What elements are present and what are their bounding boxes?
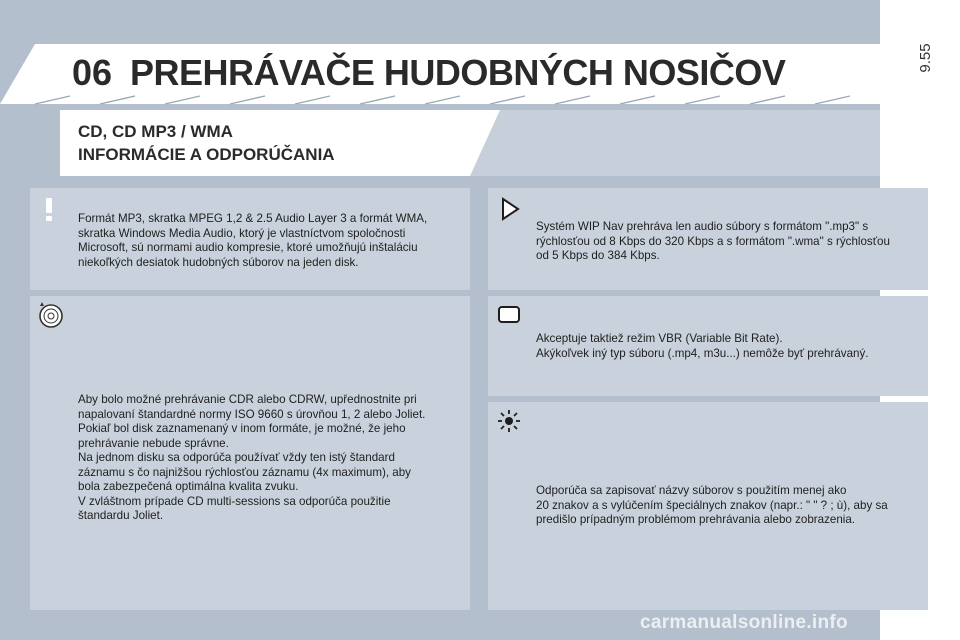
chapter-title: PREHRÁVAČE HUDOBNÝCH NOSIČOV [130, 52, 786, 93]
format-info-text: Formát MP3, skratka MPEG 1,2 & 2.5 Audio Layer 3 a formát WMA, skratka Windows Media Audio, ktorý je vlastníctvom spoločnosti Microsoft, sú normami audio kompresie, ktoré umožňujú inštaláciu niekoľkých desiatok hudobných súborov na jeden disk. [78, 212, 428, 269]
section-title-line1: CD, CD MP3 / WMA [78, 122, 233, 141]
chapter-number: 06 [72, 52, 113, 93]
header-streaks-decoration [30, 92, 880, 106]
play-icon [494, 194, 524, 224]
section-header-bar [60, 110, 500, 176]
section-title-line2: INFORMÁCIE A ODPORÚČANIA [78, 145, 335, 164]
disc-icon [36, 300, 66, 330]
disc-recording-text: Aby bolo možné prehrávanie CDR alebo CDRW, upřednostnite pri napalovaní štandardné normy ISO 9660 s úrovňou 1, 2 alebo Joliet. Pokiaľ bol disk zaznamenaný v inom formáte, je možné, že jeho prehrávanie nebude správne. Na jednom disku sa odporúča používať vždy ten istý štandard záznamu s čo najnižšou rýchlosťou záznamu (4x maximum), aby bola zabezpečená optimálna kvalita zvuku. V zvláštnom prípade CD multi-sessions sa odporúča použitie štandardu Joliet. [78, 393, 426, 522]
supported-formats-text: Systém WIP Nav prehráva len audio súbory s formátom ".mp3" s rýchlosťou od 8 Kbps do 320 Kbps a s formátom ".wma" s rýchlosťou od 5 Kbps do 384 Kbps. [536, 220, 890, 262]
page-number: 9.55 [917, 43, 934, 73]
vbr-info-text: Akceptuje taktiež režim VBR (Variable Bit Rate). Akýkoľvek iný typ súboru (.mp4, m3u...) nemôže byť prehrávaný. [536, 332, 869, 360]
rounded-square-icon [494, 300, 524, 330]
filename-tip-text: Odporúča sa zapisovať názvy súborov s použitím menej ako 20 znakov a s vylúčením špeciálnych znakov (napr.: " " ? ; ù), aby sa predišlo prípadným problémom prehrávania alebo zobrazenia. [536, 484, 888, 526]
section-header-strip [470, 110, 880, 176]
exclamation-icon [34, 194, 64, 224]
watermark-text: carmanualsonline.info [640, 612, 848, 633]
lightbulb-icon [494, 406, 524, 436]
